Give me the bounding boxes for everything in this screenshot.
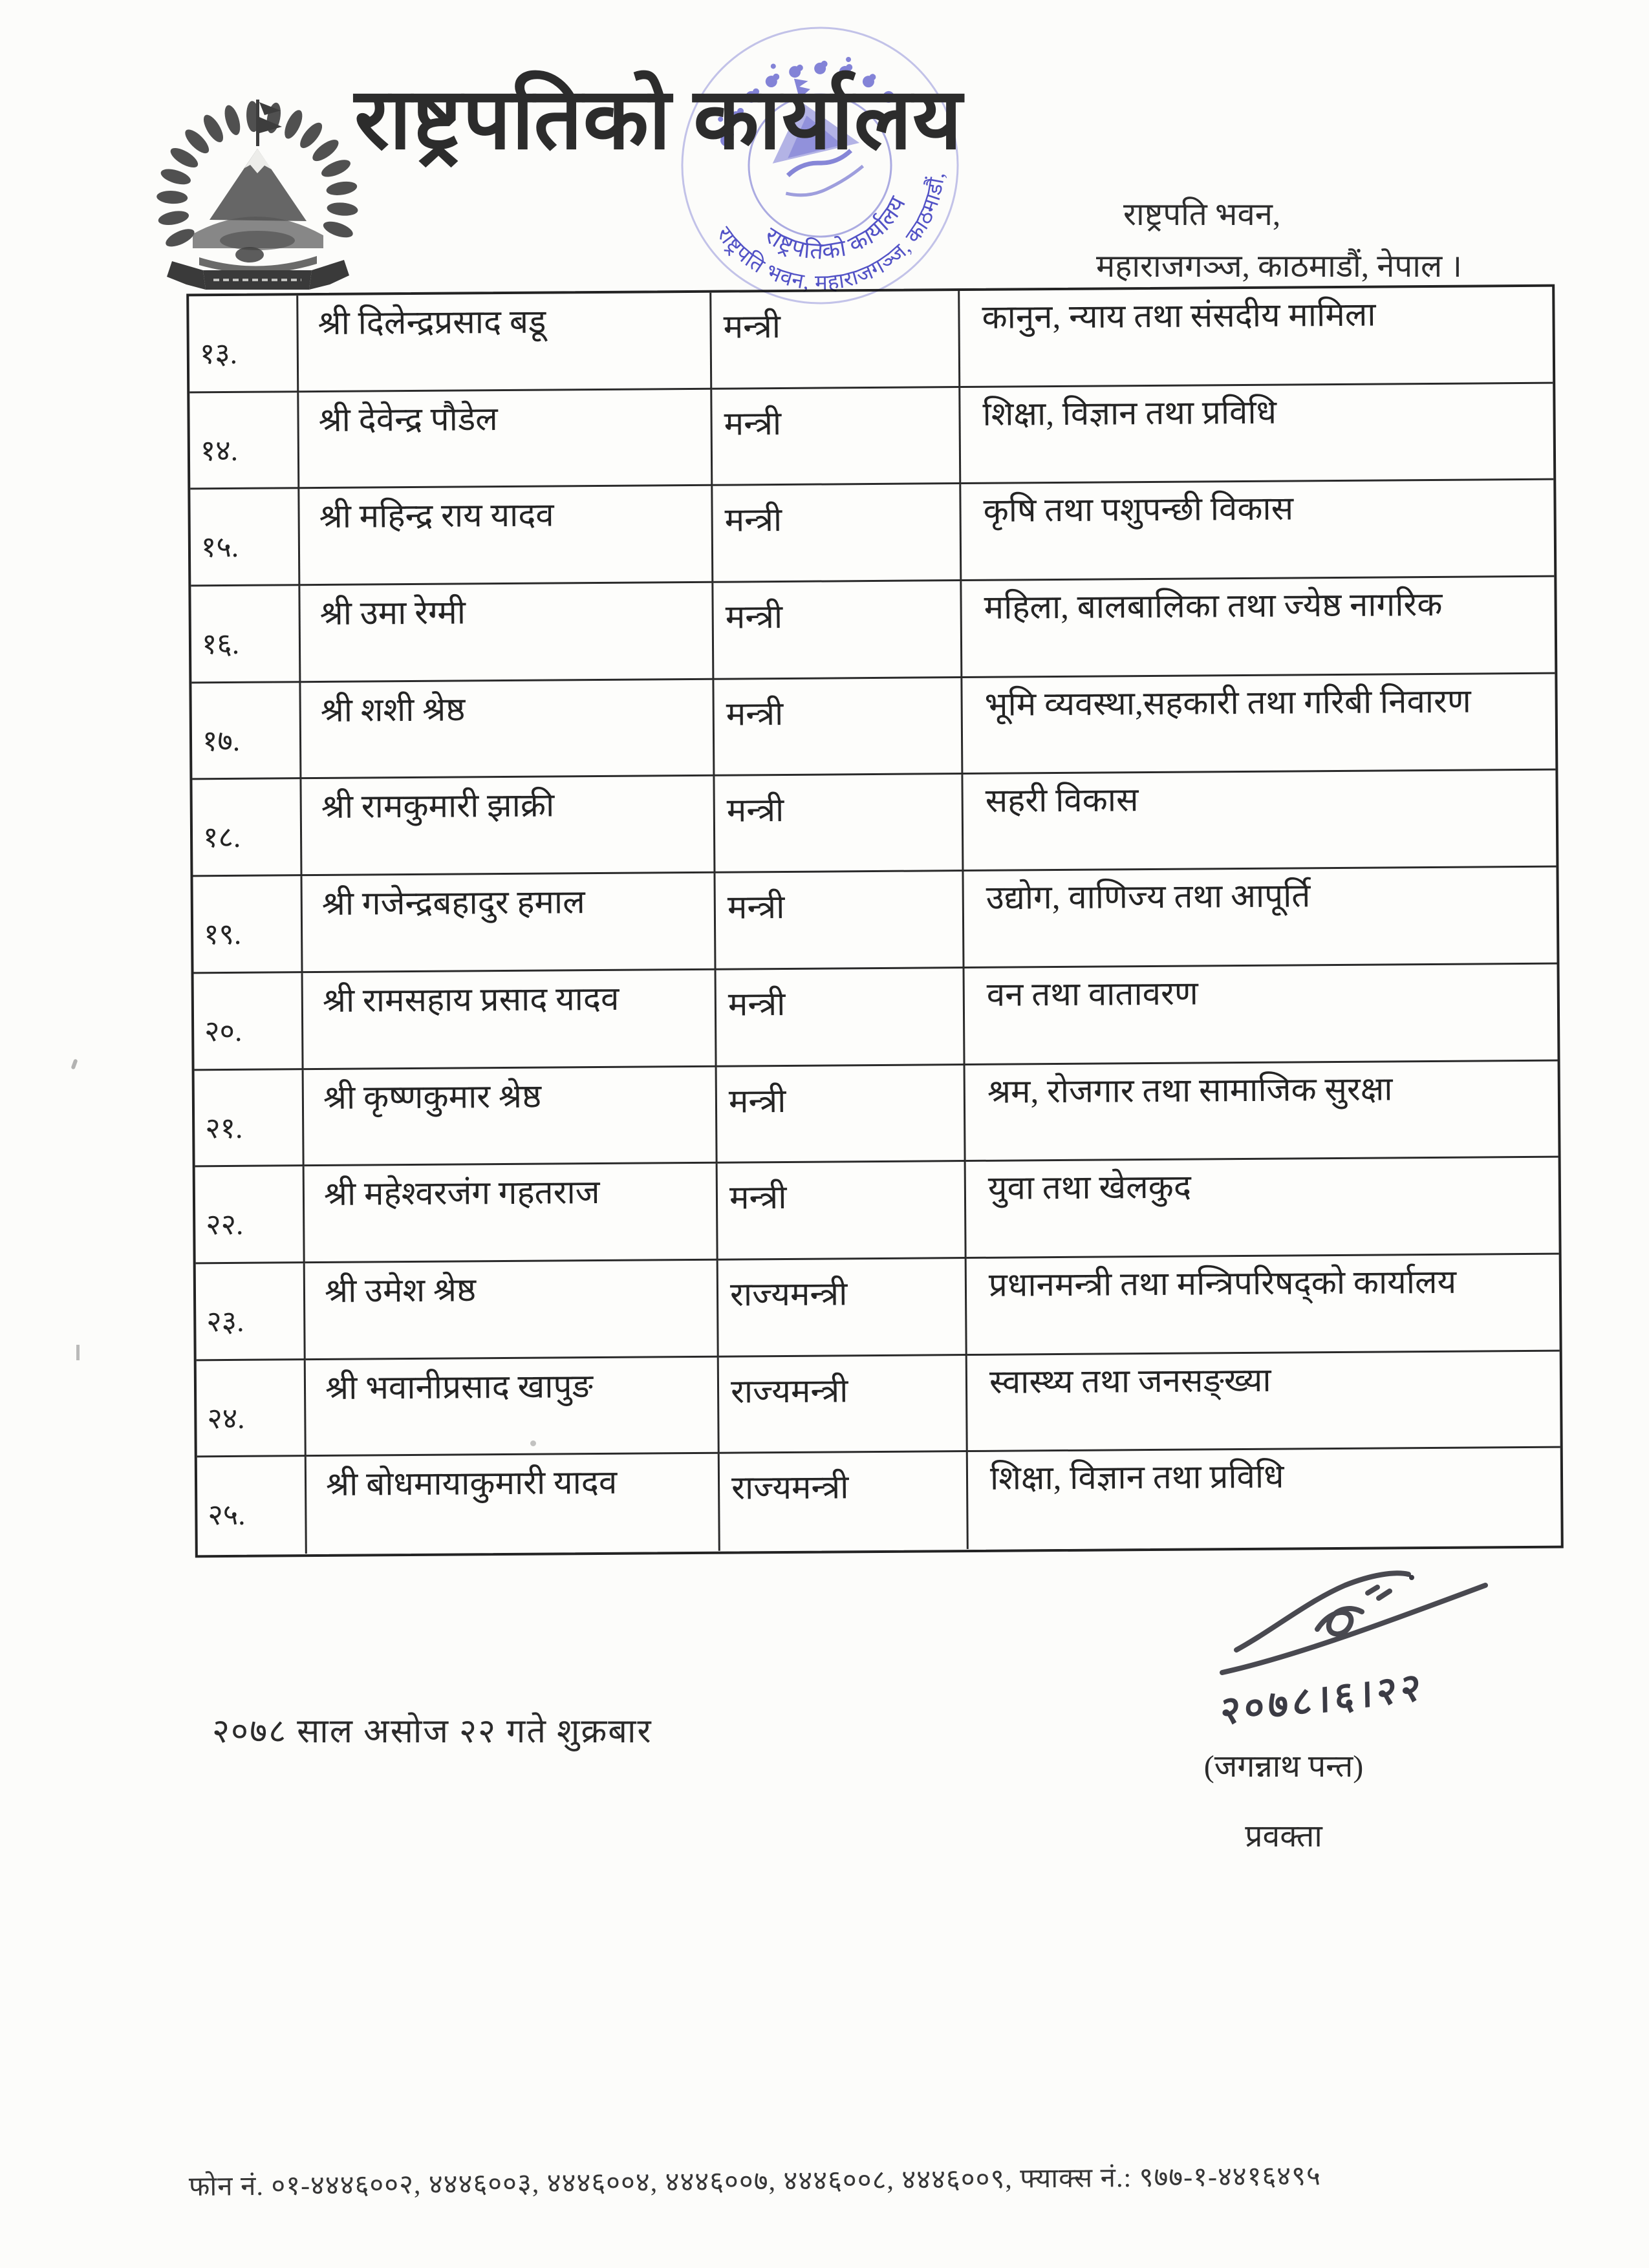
ministers-table xyxy=(186,284,1564,1558)
ministry-cell: भूमि व्यवस्था,सहकारी तथा गरिबी निवारण xyxy=(962,674,1555,775)
nepal-coat-of-arms-icon xyxy=(147,85,367,305)
letterhead-address xyxy=(1096,189,1462,292)
scan-speck xyxy=(76,1345,80,1360)
position-cell: राज्यमन्त्री xyxy=(720,1452,969,1550)
ministry-cell: शिक्षा, विज्ञान तथा प्रविधि xyxy=(960,383,1553,484)
minister-name-cell: श्री दिलेन्द्रप्रसाद बडू xyxy=(298,293,712,392)
document-date-line: २०७८ साल असोज २२ गते शुक्रबार xyxy=(212,1713,652,1750)
row-number-cell: १५. xyxy=(190,489,300,587)
scan-speck xyxy=(530,1440,536,1446)
position-cell: मन्त्री xyxy=(713,484,962,583)
minister-name-cell: श्री रामकुमारी झाक्री xyxy=(301,776,715,876)
ministry-cell: शिक्षा, विज्ञान तथा प्रविधि xyxy=(989,1459,1284,1498)
row-number-cell: १७. xyxy=(191,683,301,780)
signatory-name: (जगन्नाथ पन्त) xyxy=(1203,1749,1364,1784)
row-number-cell: २४. xyxy=(197,1360,307,1458)
position-cell: मन्त्री xyxy=(717,1065,966,1164)
position-cell: मन्त्री xyxy=(711,291,960,389)
stamp-outer-text: राष्ट्रपति भवन, महाराजगञ्ज, काठमाडौं, xyxy=(711,171,949,295)
row-number-cell: १४. xyxy=(189,392,299,490)
row-number-cell: २१. xyxy=(195,1070,305,1168)
minister-name-cell: श्री रामसहाय प्रसाद यादव xyxy=(303,970,717,1070)
office-title: राष्ट्रपतिको कार्यालय xyxy=(354,72,963,167)
row-number-cell: १३. xyxy=(189,295,299,393)
ministry-cell: महिला, बालबालिका तथा ज्येष्ठ नागरिक xyxy=(962,577,1555,678)
minister-name-cell: श्री बोधमायाकुमारी यादव xyxy=(307,1454,720,1554)
ministry-cell: कानुन, न्याय तथा संसदीय मामिला xyxy=(960,287,1553,388)
minister-name-cell: श्री शशी श्रेष्ठ xyxy=(301,679,715,779)
ministry-cell: युवा तथा खेलकुद xyxy=(966,1158,1559,1259)
row-number-cell: १८. xyxy=(192,780,302,877)
row-number-cell: १९. xyxy=(193,876,303,974)
ministry-cell: स्वास्थ्य तथा जनसङ्ख्या xyxy=(967,1351,1560,1452)
ministry-cell: वन तथा वातावरण xyxy=(965,964,1558,1065)
minister-name-cell: श्री भवानीप्रसाद खापुङ xyxy=(306,1357,720,1457)
ministry-cell: उद्योग, वाणिज्य तथा आपूर्ति xyxy=(964,868,1557,968)
signatory-role: प्रवक्ता xyxy=(1245,1819,1322,1854)
ministry-cell: श्रम, रोजगार तथा सामाजिक सुरक्षा xyxy=(965,1061,1558,1162)
scan-speck xyxy=(70,1058,78,1069)
position-cell: मन्त्री xyxy=(714,678,963,776)
position-cell: राज्यमन्त्री xyxy=(719,1356,968,1454)
position-cell: मन्त्री xyxy=(712,388,961,486)
position-cell: मन्त्री xyxy=(717,968,965,1067)
address-line-2: महाराजगञ्ज, काठमाडौं, नेपाल । xyxy=(1096,248,1462,284)
position-cell: मन्त्री xyxy=(715,775,964,873)
position-cell: मन्त्री xyxy=(718,1162,967,1260)
footer-contact-line: फोन नं. ०१-४४४६००२, ४४४६००३, ४४४६००४, ४४४६००७, ४४४६००८, ४४४६००९, फ्याक्स नं.: ९७७-१-४४१६४९५ xyxy=(188,2161,1322,2202)
minister-name-cell: श्री देवेन्द्र पौडेल xyxy=(299,389,713,489)
minister-name-cell: श्री गजेन्द्रबहादुर हमाल xyxy=(302,873,716,973)
row-number-cell: २०. xyxy=(194,973,304,1071)
minister-name-cell: श्री उमा रेग्मी xyxy=(300,583,714,683)
row-number-cell: २३. xyxy=(196,1263,306,1361)
minister-name-cell: श्री उमेश श्रेष्ठ xyxy=(305,1261,719,1360)
position-cell: मन्त्री xyxy=(713,581,962,679)
position-cell: राज्यमन्त्री xyxy=(718,1259,967,1357)
ministry-cell: कृषि तथा पशुपन्छी विकास xyxy=(961,480,1554,581)
row-number-cell: २५. xyxy=(197,1457,307,1554)
row-number-cell: २२. xyxy=(195,1166,305,1264)
address-line-1: राष्ट्रपति भवन, xyxy=(1123,197,1281,232)
row-number-cell: १६. xyxy=(191,586,301,683)
position-cell: मन्त्री xyxy=(715,872,964,970)
ministry-cell: प्रधानमन्त्री तथा मन्त्रिपरिषद्को कार्यालय xyxy=(967,1255,1560,1356)
handwritten-date: २०७८।६।२२ xyxy=(1220,1665,1425,1733)
minister-name-cell: श्री महेश्वरजंग गहतराज xyxy=(305,1164,718,1263)
stamp-inner-text: राष्ट्रपतिको कार्यालय xyxy=(760,191,911,265)
minister-name-cell: श्री महिन्द्र राय यादव xyxy=(299,486,713,586)
ministry-cell: सहरी विकास xyxy=(963,771,1556,872)
minister-name-cell: श्री कृष्णकुमार श्रेष्ठ xyxy=(304,1067,718,1166)
